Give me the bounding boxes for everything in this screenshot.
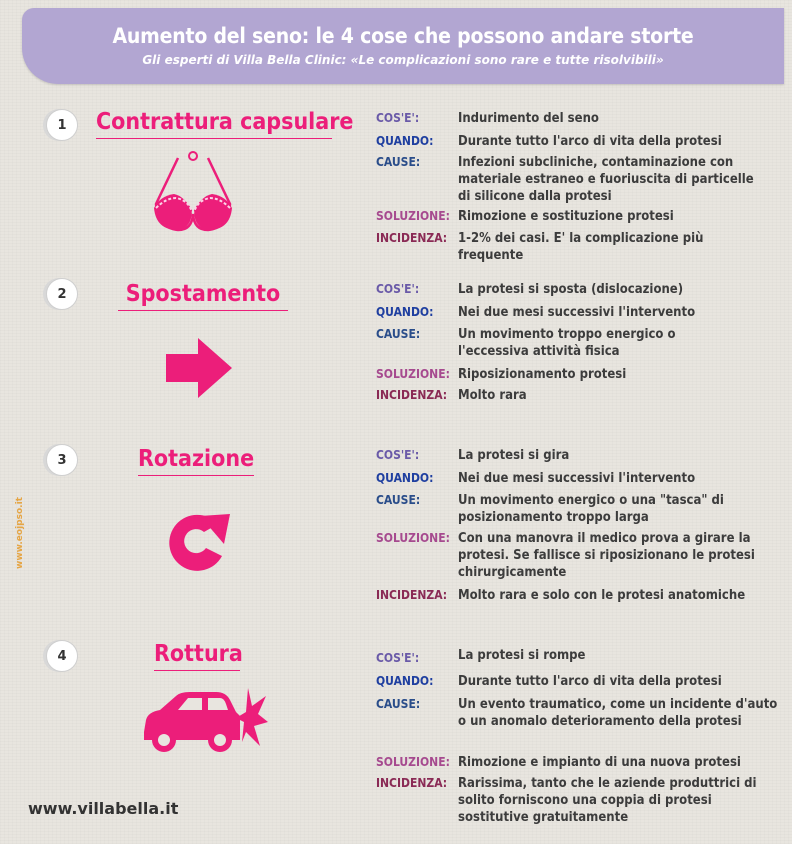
value-quando: Nei due mesi successivi l'intervento (458, 305, 696, 320)
value-cos: Indurimento del seno (458, 111, 599, 126)
value-quando: Nei due mesi successivi l'intervento (458, 471, 696, 486)
page-title: Aumento del seno: le 4 cose che possono andare storte (112, 24, 694, 48)
section-title: Contrattura capsulare (96, 109, 332, 139)
label-cos: COS'E': (376, 282, 420, 296)
label-soluzione: SOLUZIONE: (376, 209, 450, 223)
value-incidenza: Rarissima, tanto che le aziende produttrici di solito forniscono una coppia di protesi sostitutive gratuitamente (458, 776, 757, 825)
label-cos: COS'E': (376, 651, 420, 665)
label-cause: CAUSE: (376, 327, 421, 341)
value-quando: Durante tutto l'arco di vita della protesi (458, 674, 722, 689)
label-quando: QUANDO: (376, 305, 434, 319)
value-cause: Un movimento energico o una "tasca" di posizionamento troppo larga (458, 493, 724, 525)
value-soluzione: Riposizionamento protesi (458, 367, 627, 382)
label-incidenza: INCIDENZA: (376, 588, 448, 602)
label-cos: COS'E': (376, 111, 420, 125)
rotate-arrow-icon (160, 504, 236, 580)
value-quando: Durante tutto l'arco di vita della protesi (458, 134, 722, 149)
bra-icon (148, 148, 238, 234)
label-soluzione: SOLUZIONE: (376, 531, 450, 545)
value-cause: Un movimento troppo energico o l'eccessiva attività fisica (458, 327, 676, 359)
side-credit: www.eojpso.it (14, 497, 25, 569)
value-incidenza: Molto rara (458, 388, 527, 403)
value-incidenza: Molto rara e solo con le protesi anatomiche (458, 588, 746, 603)
label-cos: COS'E': (376, 448, 420, 462)
label-quando: QUANDO: (376, 674, 434, 688)
value-soluzione: Rimozione e impianto di una nuova protesi (458, 755, 741, 770)
label-incidenza: INCIDENZA: (376, 388, 448, 402)
value-incidenza: 1-2% dei casi. E' la complicazione più frequente (458, 231, 704, 263)
value-cos: La protesi si gira (458, 448, 570, 463)
footer-url: www.villabella.it (28, 799, 179, 818)
label-incidenza: INCIDENZA: (376, 776, 448, 790)
label-cause: CAUSE: (376, 155, 421, 169)
value-cos: La protesi si sposta (dislocazione) (458, 282, 684, 297)
label-soluzione: SOLUZIONE: (376, 367, 450, 381)
label-quando: QUANDO: (376, 134, 434, 148)
value-soluzione: Con una manovra il medico prova a girare la protesi. Se fallisce si riposizionano le protesi chirurgicamente (458, 531, 755, 580)
label-cause: CAUSE: (376, 697, 421, 711)
value-cause: Un evento traumatico, come un incidente d'auto o un anomalo deterioramento della protesi (458, 697, 778, 729)
section-number: 2 (46, 278, 78, 310)
arrow-right-icon (164, 336, 234, 400)
label-incidenza: INCIDENZA: (376, 231, 448, 245)
section-title: Rottura (154, 641, 240, 671)
section-number: 1 (46, 109, 78, 141)
value-cos: La protesi si rompe (458, 648, 586, 663)
value-soluzione: Rimozione e sostituzione protesi (458, 209, 674, 224)
value-cause: Infezioni subcliniche, contaminazione con materiale estraneo e fuoriuscita di particelle di silicone dalla protesi (458, 155, 754, 204)
section-number: 3 (46, 444, 78, 476)
section-title: Spostamento (118, 281, 288, 311)
section-title: Rotazione (138, 446, 254, 476)
header-banner (22, 8, 784, 84)
label-soluzione: SOLUZIONE: (376, 755, 450, 769)
label-quando: QUANDO: (376, 471, 434, 485)
page-subtitle: Gli esperti di Villa Bella Clinic: «Le complicazioni sono rare e tutte risolvibili» (142, 53, 664, 67)
section-number: 4 (46, 640, 78, 672)
label-cause: CAUSE: (376, 493, 421, 507)
car-crash-icon (140, 682, 270, 762)
